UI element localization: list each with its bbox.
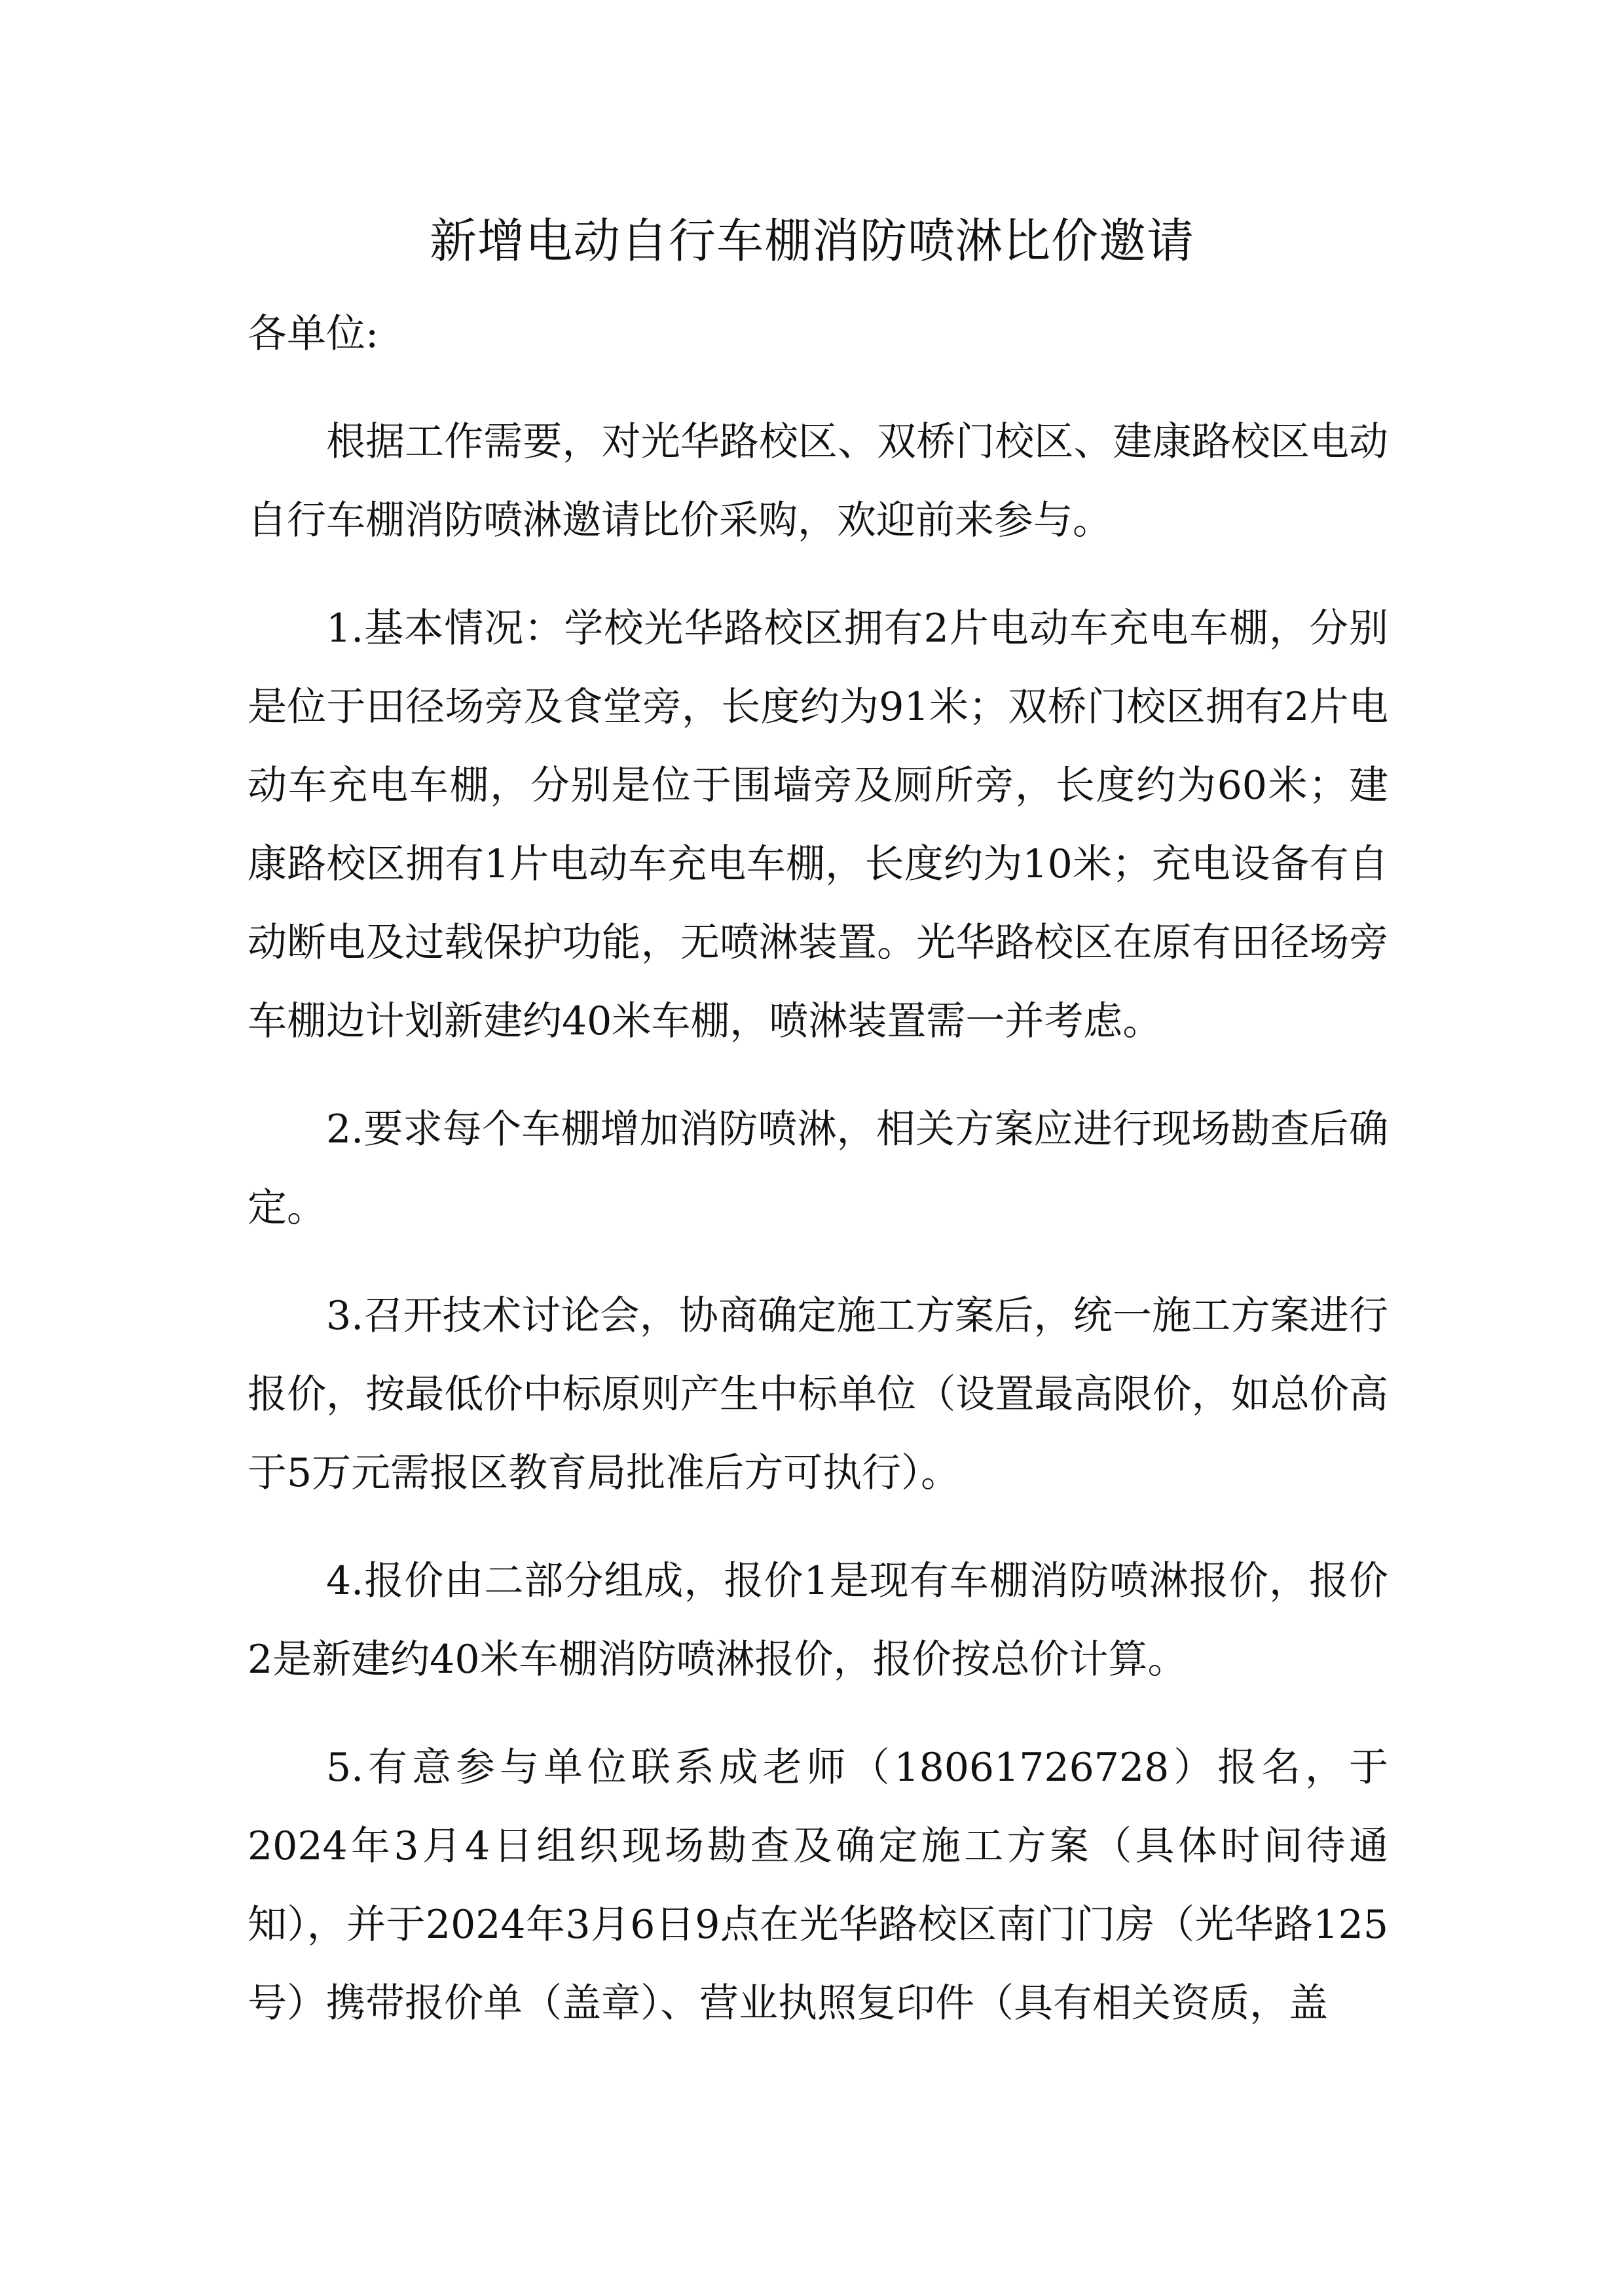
paragraph-quote-composition: 4.报价由二部分组成，报价1是现有车棚消防喷淋报价，报价2是新建约40米车棚消防喷淋报价，报价按总价计算。 bbox=[248, 1558, 1388, 1683]
paragraph-technical-meeting: 3.召开技术讨论会，协商确定施工方案后，统一施工方案进行报价，按最低价中标原则产生中标单位（设置最高限价，如总价高于5万元需报区教育局批准后方可执行）。 bbox=[248, 1293, 1388, 1496]
document-title: 新增电动自行车棚消防喷淋比价邀请 bbox=[429, 213, 1194, 268]
paragraph-registration: 5.有意参与单位联系成老师（18061726728）报名，于2024年3月4日组织现场勘查及确定施工方案（具体时间待通知），并于2024年3月6日9点在光华路校区南门门房（光华路125号）携带报价单（盖章）、营业执照复印件（具有相关资质，盖 bbox=[248, 1745, 1388, 2026]
paragraph-basic-situation: 1.基本情况：学校光华路校区拥有2片电动车充电车棚，分别是位于田径场旁及食堂旁，长度约为91米；双桥门校区拥有2片电动车充电车棚，分别是位于围墙旁及厕所旁，长度约为60米；建康路校区拥有1片电动车充电车棚，长度约为10米；充电设备有自动断电及过载保护功能，无喷淋装置。光华路校区在原有田径场旁车棚边计划新建约40米车棚，喷淋装置需一并考虑。 bbox=[248, 606, 1388, 1044]
salutation: 各单位: bbox=[248, 311, 379, 357]
document-body bbox=[248, 295, 1388, 2072]
paragraph-requirements: 2.要求每个车棚增加消防喷淋，相关方案应进行现场勘查后确定。 bbox=[248, 1106, 1388, 1231]
paragraph-intro: 根据工作需要，对光华路校区、双桥门校区、建康路校区电动自行车棚消防喷淋邀请比价采购，欢迎前来参与。 bbox=[248, 419, 1388, 543]
